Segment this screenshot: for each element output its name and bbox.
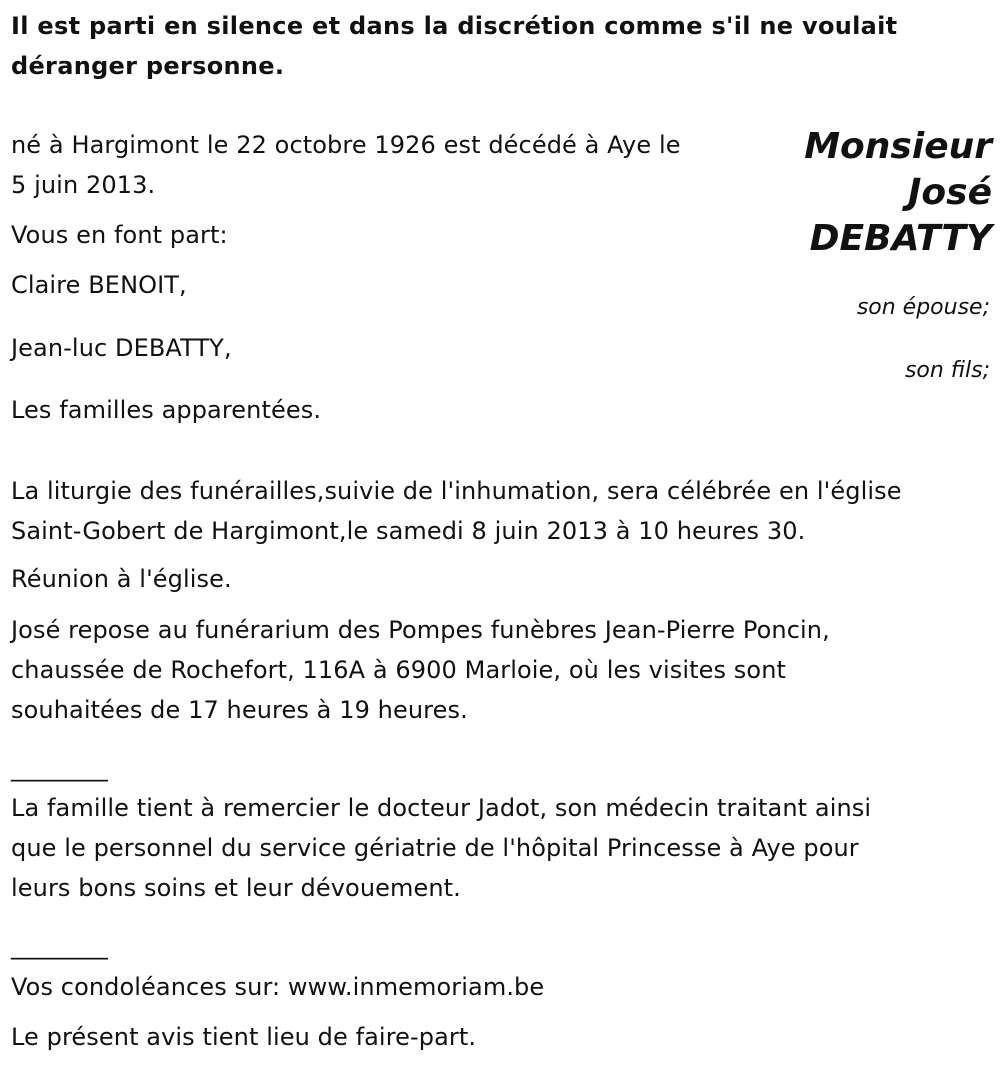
- deceased-first-name: José: [908, 172, 992, 213]
- family-member-relation-2: son fils;: [904, 358, 990, 383]
- thanks-line-1: La famille tient à remercier le docteur Jadot, son médecin traitant ainsi: [11, 794, 872, 822]
- family-member-relation-1: son épouse;: [856, 295, 990, 320]
- liturgy-line-1: La liturgie des funérailles,suivie de l'inhumation, sera célébrée en l'église: [11, 477, 902, 505]
- thanks-line-2: que le personnel du service gériatrie de l'hôpital Princesse à Aye pour: [11, 834, 859, 862]
- family-member-name-2: Jean-luc DEBATTY,: [11, 334, 232, 362]
- headline-quote: Il est parti en silence et dans la discrétion comme s'il ne voulait déranger personne.: [11, 12, 898, 80]
- funeral-home-line-3: souhaitées de 17 heures à 19 heures.: [11, 696, 468, 724]
- announce-text: Vous en font part:: [11, 221, 228, 249]
- separator-1: ________: [11, 754, 108, 782]
- notice-text: Le présent avis tient lieu de faire-part.: [11, 1023, 477, 1051]
- birth-death-line-1: né à Hargimont le 22 octobre 1926 est décédé à Aye le: [11, 131, 681, 159]
- condolences-text: Vos condoléances sur: www.inmemoriam.be: [11, 973, 545, 1001]
- thanks-line-3: leurs bons soins et leur dévouement.: [11, 874, 461, 902]
- meeting-text: Réunion à l'église.: [11, 565, 232, 593]
- deceased-last-name: DEBATTY: [809, 218, 992, 259]
- funeral-home-line-2: chaussée de Rochefort, 116A à 6900 Marloie, où les visites sont: [11, 656, 787, 684]
- related-families: Les familles apparentées.: [11, 396, 322, 424]
- funeral-home-line-1: José repose au funérarium des Pompes funèbres Jean-Pierre Poncin,: [11, 616, 830, 644]
- deceased-name-block: [804, 124, 992, 262]
- family-member-name-1: Claire BENOIT,: [11, 271, 187, 299]
- liturgy-line-2: Saint-Gobert de Hargimont,le samedi 8 juin 2013 à 10 heures 30.: [11, 517, 806, 545]
- deceased-title: Monsieur: [804, 126, 992, 167]
- separator-2: ________: [11, 932, 108, 960]
- birth-death-line-2: 5 juin 2013.: [11, 171, 156, 199]
